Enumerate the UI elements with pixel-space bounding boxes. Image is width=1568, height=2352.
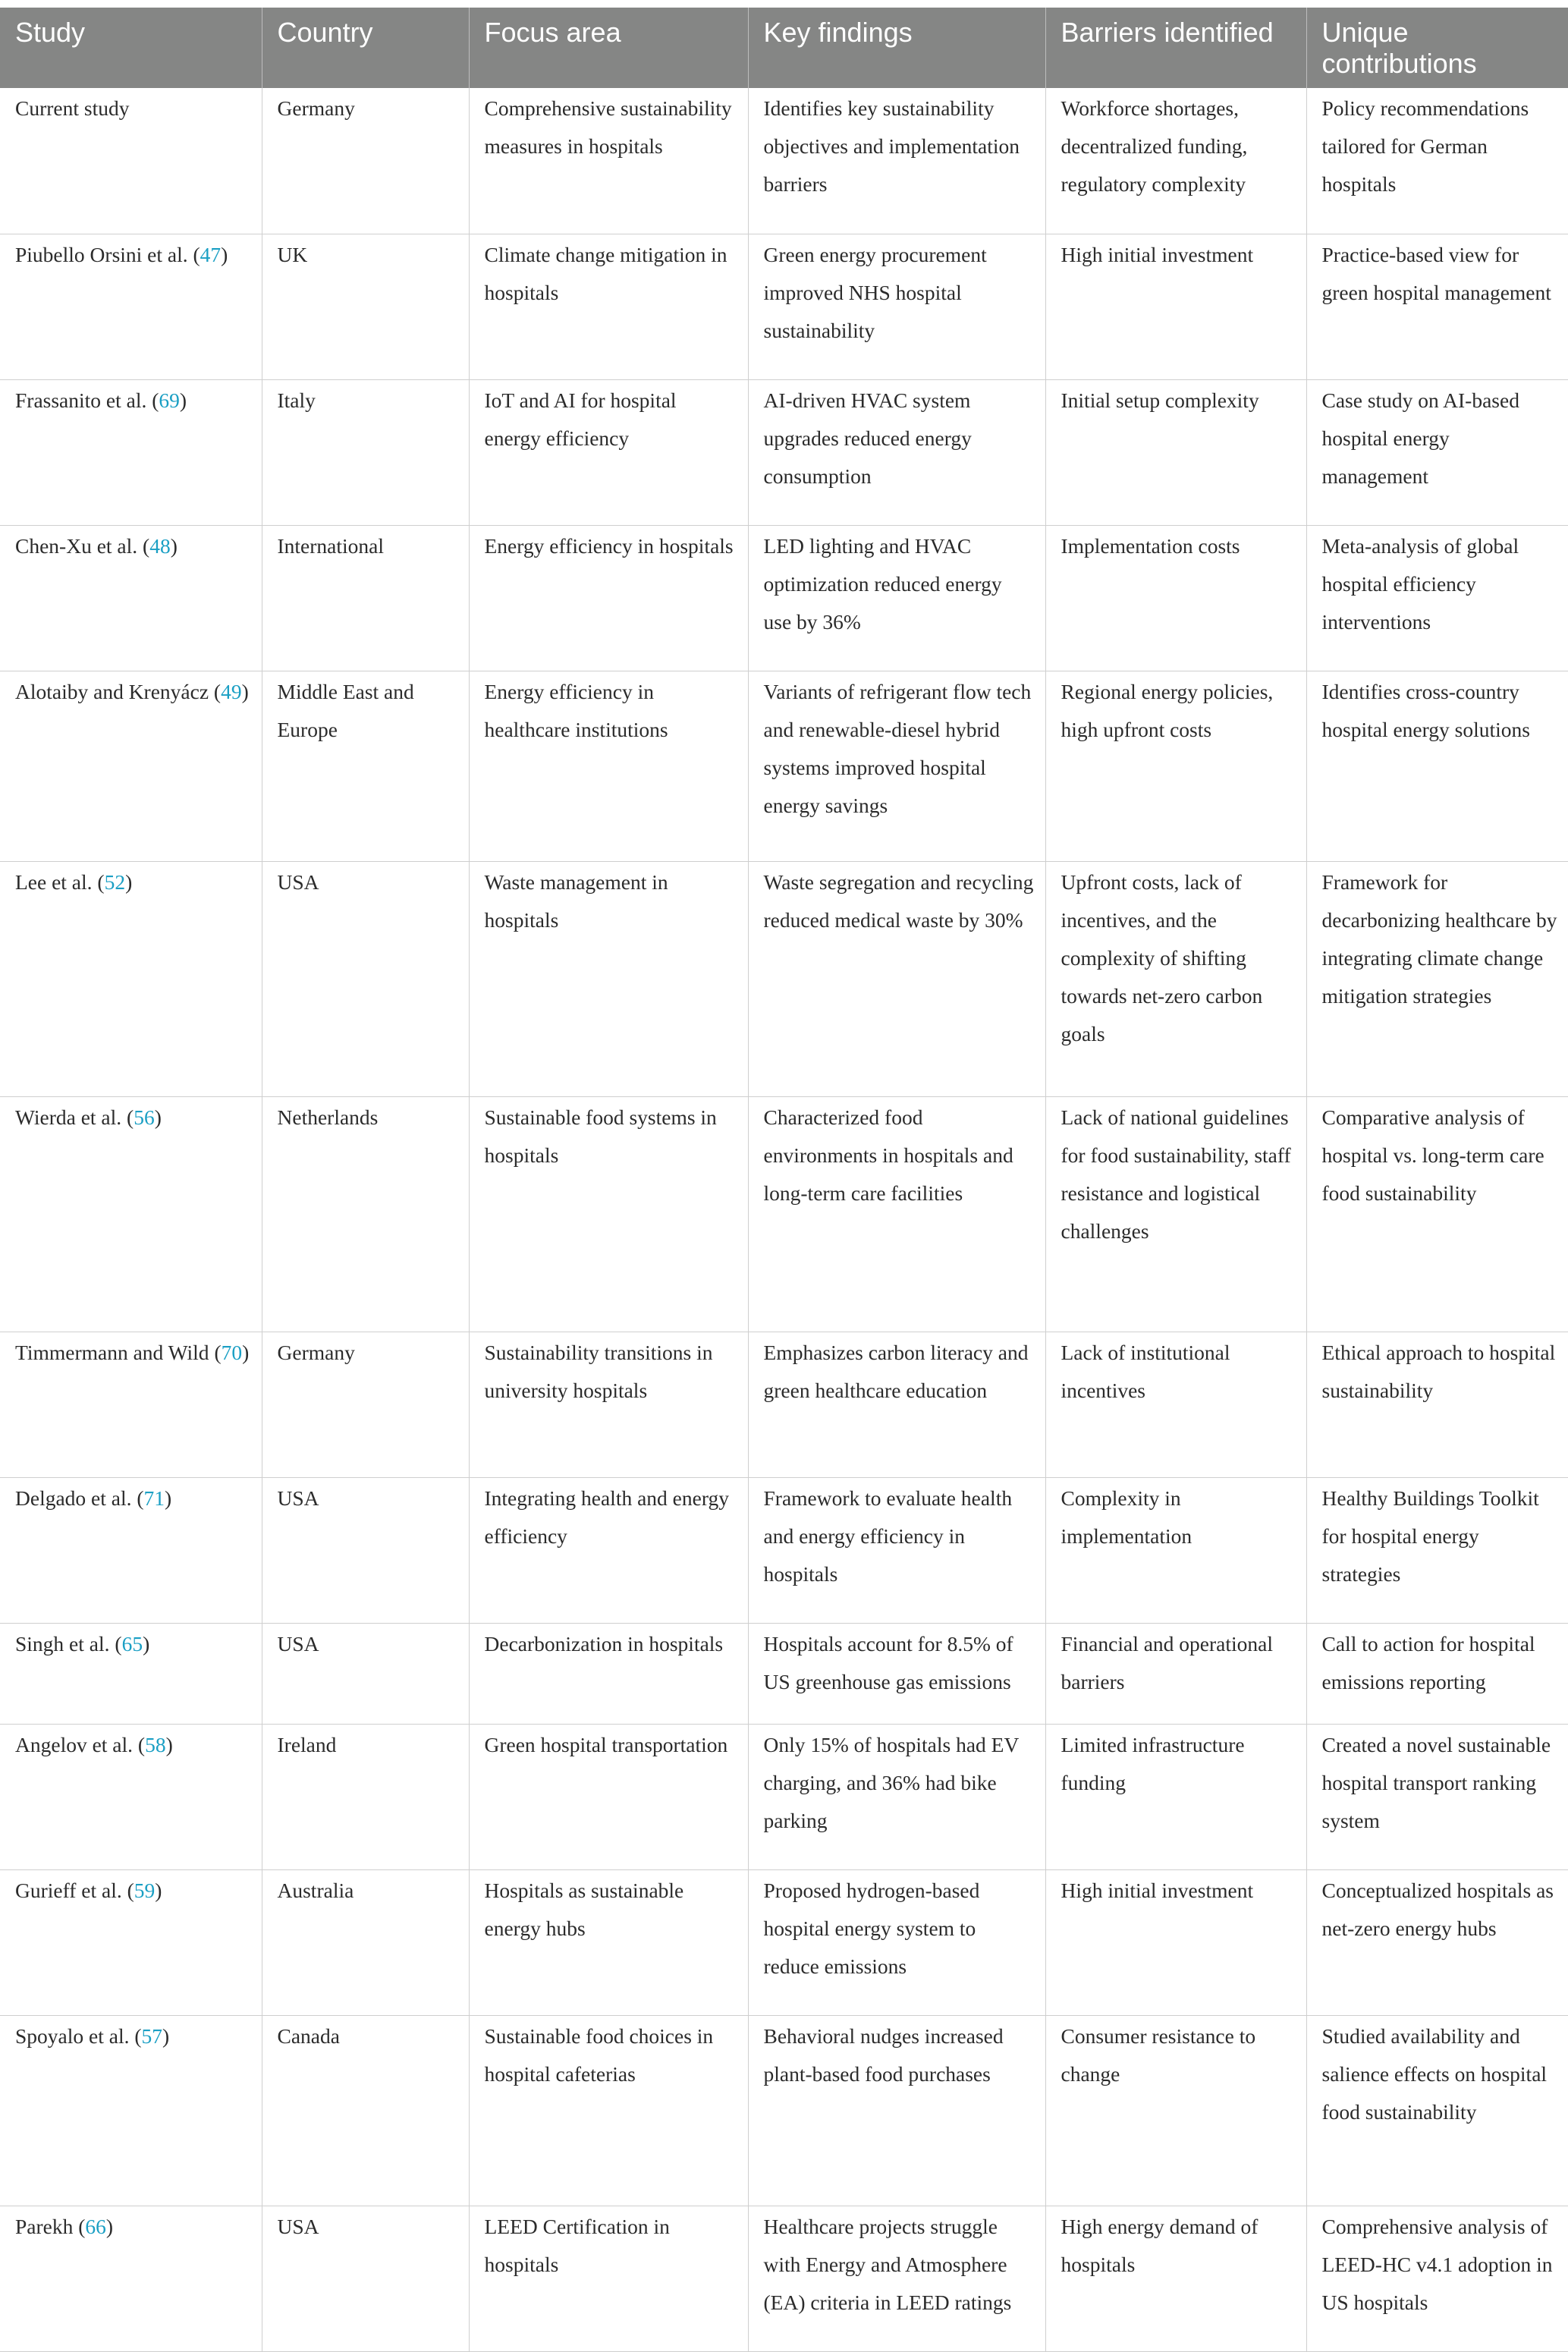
table-row bbox=[0, 671, 1568, 861]
cell-barriers-text: Workforce shortages, decentralized funding, regulatory complexity bbox=[1061, 96, 1248, 196]
cell-barriers bbox=[1045, 1869, 1306, 2015]
cell-contributions-text: Case study on AI-based hospital energy management bbox=[1321, 388, 1519, 488]
cell-barriers bbox=[1045, 1724, 1306, 1869]
cell-contributions-text: Comprehensive analysis of LEED-HC v4.1 adoption in US hospitals bbox=[1321, 2214, 1553, 2314]
cell-focus-area-text: Integrating health and energy efficiency bbox=[484, 1486, 729, 1548]
cell-study: Parekh (66) bbox=[0, 2206, 262, 2351]
reference-link[interactable]: 59 bbox=[134, 1878, 156, 1902]
cell-country-text: Germany bbox=[277, 1340, 355, 1364]
cell-key-findings-text: Hospitals account for 8.5% of US greenhouse gas emissions bbox=[763, 1631, 1013, 1693]
cell-country bbox=[262, 1096, 469, 1332]
cell-focus-area bbox=[469, 1724, 748, 1869]
cell-contributions bbox=[1306, 88, 1568, 234]
cell-focus-area bbox=[469, 379, 748, 525]
cell-focus-area bbox=[469, 1096, 748, 1332]
cell-focus-area bbox=[469, 2015, 748, 2206]
cell-focus-area-text: LEED Certification in hospitals bbox=[484, 2214, 670, 2276]
cell-barriers bbox=[1045, 671, 1306, 861]
table-row bbox=[0, 88, 1568, 234]
cell-country-text: Australia bbox=[277, 1878, 354, 1902]
cell-country-text: Italy bbox=[277, 388, 316, 412]
study-name: Spoyalo et al. bbox=[15, 2023, 130, 2048]
cell-barriers bbox=[1045, 1096, 1306, 1332]
cell-barriers-text: Limited infrastructure funding bbox=[1061, 1732, 1245, 1794]
cell-key-findings bbox=[748, 2206, 1045, 2351]
cell-country-text: Canada bbox=[277, 2023, 340, 2048]
cell-barriers bbox=[1045, 234, 1306, 379]
cell-country-text: Netherlands bbox=[277, 1105, 379, 1129]
header-key-findings: Key findings bbox=[748, 8, 1045, 88]
cell-key-findings bbox=[748, 379, 1045, 525]
cell-contributions bbox=[1306, 1724, 1568, 1869]
reference-link[interactable]: 71 bbox=[143, 1486, 165, 1510]
study-name: Alotaiby and Krenyácz bbox=[15, 679, 209, 703]
cell-contributions-text: Healthy Buildings Toolkit for hospital energy strategies bbox=[1321, 1486, 1539, 1586]
cell-contributions-text: Comparative analysis of hospital vs. long-term care food sustainability bbox=[1321, 1105, 1544, 1205]
reference-link[interactable]: 70 bbox=[221, 1340, 243, 1364]
study-name: Timmermann and Wild bbox=[15, 1340, 209, 1364]
table-row bbox=[0, 1477, 1568, 1623]
cell-focus-area bbox=[469, 671, 748, 861]
cell-focus-area-text: Sustainable food choices in hospital cafeterias bbox=[484, 2023, 714, 2086]
reference-link[interactable]: 66 bbox=[85, 2214, 106, 2238]
cell-barriers bbox=[1045, 861, 1306, 1096]
table-row bbox=[0, 234, 1568, 379]
cell-focus-area-text: Climate change mitigation in hospitals bbox=[484, 242, 727, 304]
cell-key-findings bbox=[748, 1477, 1045, 1623]
cell-focus-area-text: Hospitals as sustainable energy hubs bbox=[484, 1878, 684, 1940]
cell-focus-area bbox=[469, 525, 748, 671]
cell-country-text: USA bbox=[277, 869, 319, 894]
cell-key-findings bbox=[748, 1623, 1045, 1724]
cell-country-text: Ireland bbox=[277, 1732, 337, 1756]
cell-key-findings bbox=[748, 861, 1045, 1096]
cell-study: Wierda et al. (56) bbox=[0, 1096, 262, 1332]
cell-focus-area bbox=[469, 88, 748, 234]
cell-barriers-text: Implementation costs bbox=[1061, 533, 1240, 558]
cell-barriers bbox=[1045, 2206, 1306, 2351]
cell-country-text: Middle East and Europe bbox=[277, 679, 414, 741]
reference-link[interactable]: 49 bbox=[221, 679, 242, 703]
study-name: Gurieff et al. bbox=[15, 1878, 122, 1902]
cell-country bbox=[262, 525, 469, 671]
cell-focus-area-text: Sustainable food systems in hospitals bbox=[484, 1105, 717, 1167]
cell-study: Angelov et al. (58) bbox=[0, 1724, 262, 1869]
cell-key-findings bbox=[748, 671, 1045, 861]
table-row bbox=[0, 1332, 1568, 1477]
study-name: Parekh bbox=[15, 2214, 74, 2238]
table-row bbox=[0, 1724, 1568, 1869]
cell-contributions bbox=[1306, 1332, 1568, 1477]
cell-country-text: International bbox=[277, 533, 384, 558]
cell-contributions-text: Created a novel sustainable hospital transport ranking system bbox=[1321, 1732, 1551, 1832]
cell-key-findings bbox=[748, 2015, 1045, 2206]
cell-focus-area-text: Decarbonization in hospitals bbox=[484, 1631, 724, 1656]
cell-key-findings-text: Framework to evaluate health and energy efficiency in hospitals bbox=[763, 1486, 1013, 1586]
reference-link[interactable]: 57 bbox=[141, 2023, 163, 2048]
cell-barriers-text: High initial investment bbox=[1061, 1878, 1254, 1902]
cell-contributions bbox=[1306, 234, 1568, 379]
cell-key-findings-text: Waste segregation and recycling reduced medical waste by 30% bbox=[763, 869, 1034, 932]
cell-contributions-text: Studied availability and salience effects on hospital food sustainability bbox=[1321, 2023, 1548, 2124]
study-name: Lee et al. bbox=[15, 869, 93, 894]
header-study: Study bbox=[0, 8, 262, 88]
table-row bbox=[0, 2206, 1568, 2351]
cell-country bbox=[262, 88, 469, 234]
reference-link[interactable]: 47 bbox=[200, 242, 222, 266]
cell-country bbox=[262, 1623, 469, 1724]
cell-country bbox=[262, 1477, 469, 1623]
cell-key-findings-text: Characterized food environments in hospitals and long-term care facilities bbox=[763, 1105, 1013, 1205]
cell-key-findings bbox=[748, 1096, 1045, 1332]
cell-focus-area-text: IoT and AI for hospital energy efficiency bbox=[484, 388, 677, 450]
cell-key-findings-text: AI-driven HVAC system upgrades reduced energy consumption bbox=[763, 388, 972, 488]
cell-country bbox=[262, 234, 469, 379]
cell-key-findings-text: Healthcare projects struggle with Energy and Atmosphere (EA) criteria in LEED ratings bbox=[763, 2214, 1012, 2314]
cell-barriers-text: Consumer resistance to change bbox=[1061, 2023, 1256, 2086]
table-row bbox=[0, 1869, 1568, 2015]
cell-focus-area-text: Waste management in hospitals bbox=[484, 869, 668, 932]
cell-barriers bbox=[1045, 2015, 1306, 2206]
cell-barriers bbox=[1045, 1332, 1306, 1477]
cell-focus-area bbox=[469, 861, 748, 1096]
cell-focus-area bbox=[469, 1869, 748, 2015]
cell-contributions bbox=[1306, 1477, 1568, 1623]
cell-focus-area-text: Comprehensive sustainability measures in hospitals bbox=[484, 96, 732, 158]
cell-focus-area bbox=[469, 1623, 748, 1724]
cell-study: Chen-Xu et al. (48) bbox=[0, 525, 262, 671]
cell-focus-area bbox=[469, 1477, 748, 1623]
cell-country bbox=[262, 1869, 469, 2015]
study-name: Chen-Xu et al. bbox=[15, 533, 138, 558]
cell-country bbox=[262, 861, 469, 1096]
reference-link[interactable]: 52 bbox=[104, 869, 126, 894]
study-name: Piubello Orsini et al. bbox=[15, 242, 188, 266]
cell-barriers-text: High energy demand of hospitals bbox=[1061, 2214, 1258, 2276]
cell-contributions-text: Meta-analysis of global hospital efficiency interventions bbox=[1321, 533, 1519, 634]
cell-barriers-text: Lack of national guidelines for food sustainability, staff resistance and logistical challenges bbox=[1061, 1105, 1291, 1243]
cell-contributions bbox=[1306, 1096, 1568, 1332]
cell-key-findings-text: Proposed hydrogen-based hospital energy system to reduce emissions bbox=[763, 1878, 980, 1978]
cell-study: Spoyalo et al. (57) bbox=[0, 2015, 262, 2206]
cell-barriers-text: Upfront costs, lack of incentives, and the complexity of shifting towards net-zero carbon goals bbox=[1061, 869, 1263, 1046]
table-row bbox=[0, 379, 1568, 525]
table-row bbox=[0, 525, 1568, 671]
cell-contributions-text: Identifies cross-country hospital energy solutions bbox=[1321, 679, 1530, 741]
cell-country-text: Germany bbox=[277, 96, 355, 120]
cell-contributions bbox=[1306, 2015, 1568, 2206]
cell-barriers bbox=[1045, 88, 1306, 234]
table-row bbox=[0, 1623, 1568, 1724]
table-body bbox=[0, 88, 1568, 2351]
cell-contributions-text: Policy recommendations tailored for German hospitals bbox=[1321, 96, 1529, 196]
cell-barriers bbox=[1045, 525, 1306, 671]
study-name: Current study bbox=[15, 96, 130, 120]
cell-country bbox=[262, 1332, 469, 1477]
cell-key-findings bbox=[748, 525, 1045, 671]
cell-barriers bbox=[1045, 1477, 1306, 1623]
cell-key-findings-text: Variants of refrigerant flow tech and renewable-diesel hybrid systems improved hospital energy savings bbox=[763, 679, 1032, 817]
reference-link[interactable]: 65 bbox=[121, 1631, 143, 1656]
cell-country-text: USA bbox=[277, 1486, 319, 1510]
cell-contributions-text: Ethical approach to hospital sustainability bbox=[1321, 1340, 1556, 1402]
cell-contributions-text: Call to action for hospital emissions reporting bbox=[1321, 1631, 1535, 1693]
cell-barriers-text: Initial setup complexity bbox=[1061, 388, 1259, 412]
header-row bbox=[0, 8, 1568, 88]
cell-barriers bbox=[1045, 1623, 1306, 1724]
header-focus-area: Focus area bbox=[469, 8, 748, 88]
header-unique-contributions: Unique contributions bbox=[1306, 8, 1568, 88]
cell-contributions bbox=[1306, 379, 1568, 525]
cell-study bbox=[0, 88, 262, 234]
cell-key-findings-text: Identifies key sustainability objectives and implementation barriers bbox=[763, 96, 1020, 196]
cell-focus-area-text: Sustainability transitions in university hospitals bbox=[484, 1340, 713, 1402]
cell-focus-area bbox=[469, 234, 748, 379]
cell-contributions bbox=[1306, 2206, 1568, 2351]
cell-country bbox=[262, 379, 469, 525]
cell-key-findings bbox=[748, 1332, 1045, 1477]
reference-link[interactable]: 56 bbox=[134, 1105, 155, 1129]
table-row bbox=[0, 2015, 1568, 2206]
cell-key-findings-text: Only 15% of hospitals had EV charging, and 36% had bike parking bbox=[763, 1732, 1019, 1832]
cell-contributions-text: Conceptualized hospitals as net-zero energy hubs bbox=[1321, 1878, 1554, 1940]
cell-focus-area bbox=[469, 2206, 748, 2351]
cell-key-findings-text: Green energy procurement improved NHS hospital sustainability bbox=[763, 242, 987, 342]
cell-contributions bbox=[1306, 1869, 1568, 2015]
cell-key-findings bbox=[748, 1724, 1045, 1869]
cell-barriers-text: High initial investment bbox=[1061, 242, 1254, 266]
cell-country-text: USA bbox=[277, 2214, 319, 2238]
table-row bbox=[0, 861, 1568, 1096]
header-country: Country bbox=[262, 8, 469, 88]
comparison-table bbox=[0, 8, 1568, 2352]
cell-country bbox=[262, 2206, 469, 2351]
cell-key-findings bbox=[748, 1869, 1045, 2015]
cell-barriers-text: Complexity in implementation bbox=[1061, 1486, 1192, 1548]
cell-contributions bbox=[1306, 861, 1568, 1096]
cell-study: Lee et al. (52) bbox=[0, 861, 262, 1096]
cell-country bbox=[262, 2015, 469, 2206]
cell-study: Delgado et al. (71) bbox=[0, 1477, 262, 1623]
table-row bbox=[0, 1096, 1568, 1332]
cell-study: Singh et al. (65) bbox=[0, 1623, 262, 1724]
cell-key-findings-text: Emphasizes carbon literacy and green healthcare education bbox=[763, 1340, 1029, 1402]
cell-country bbox=[262, 1724, 469, 1869]
study-name: Delgado et al. bbox=[15, 1486, 132, 1510]
header-barriers-identified: Barriers identified bbox=[1045, 8, 1306, 88]
cell-contributions bbox=[1306, 671, 1568, 861]
cell-focus-area-text: Green hospital transportation bbox=[484, 1732, 728, 1756]
cell-study: Timmermann and Wild (70) bbox=[0, 1332, 262, 1477]
cell-key-findings bbox=[748, 88, 1045, 234]
cell-study: Gurieff et al. (59) bbox=[0, 1869, 262, 2015]
cell-key-findings-text: Behavioral nudges increased plant-based food purchases bbox=[763, 2023, 1004, 2086]
cell-contributions-text: Practice-based view for green hospital management bbox=[1321, 242, 1551, 304]
cell-focus-area-text: Energy efficiency in healthcare institutions bbox=[484, 679, 668, 741]
reference-link[interactable]: 58 bbox=[145, 1732, 166, 1756]
study-name: Frassanito et al. bbox=[15, 388, 147, 412]
cell-barriers-text: Financial and operational barriers bbox=[1061, 1631, 1273, 1693]
cell-focus-area-text: Energy efficiency in hospitals bbox=[484, 533, 734, 558]
cell-key-findings bbox=[748, 234, 1045, 379]
cell-study: Frassanito et al. (69) bbox=[0, 379, 262, 525]
study-name: Wierda et al. bbox=[15, 1105, 122, 1129]
cell-barriers bbox=[1045, 379, 1306, 525]
cell-contributions-text: Framework for decarbonizing healthcare by integrating climate change mitigation strategies bbox=[1321, 869, 1557, 1008]
cell-study: Piubello Orsini et al. (47) bbox=[0, 234, 262, 379]
cell-country-text: USA bbox=[277, 1631, 319, 1656]
reference-link[interactable]: 69 bbox=[159, 388, 180, 412]
cell-barriers-text: Lack of institutional incentives bbox=[1061, 1340, 1230, 1402]
study-name: Singh et al. bbox=[15, 1631, 110, 1656]
study-name: Angelov et al. bbox=[15, 1732, 134, 1756]
cell-country bbox=[262, 671, 469, 861]
reference-link[interactable]: 48 bbox=[149, 533, 171, 558]
cell-study: Alotaiby and Krenyácz (49) bbox=[0, 671, 262, 861]
cell-contributions bbox=[1306, 1623, 1568, 1724]
cell-barriers-text: Regional energy policies, high upfront costs bbox=[1061, 679, 1274, 741]
cell-country-text: UK bbox=[277, 242, 308, 266]
cell-key-findings-text: LED lighting and HVAC optimization reduced energy use by 36% bbox=[763, 533, 1002, 634]
cell-focus-area bbox=[469, 1332, 748, 1477]
cell-contributions bbox=[1306, 525, 1568, 671]
